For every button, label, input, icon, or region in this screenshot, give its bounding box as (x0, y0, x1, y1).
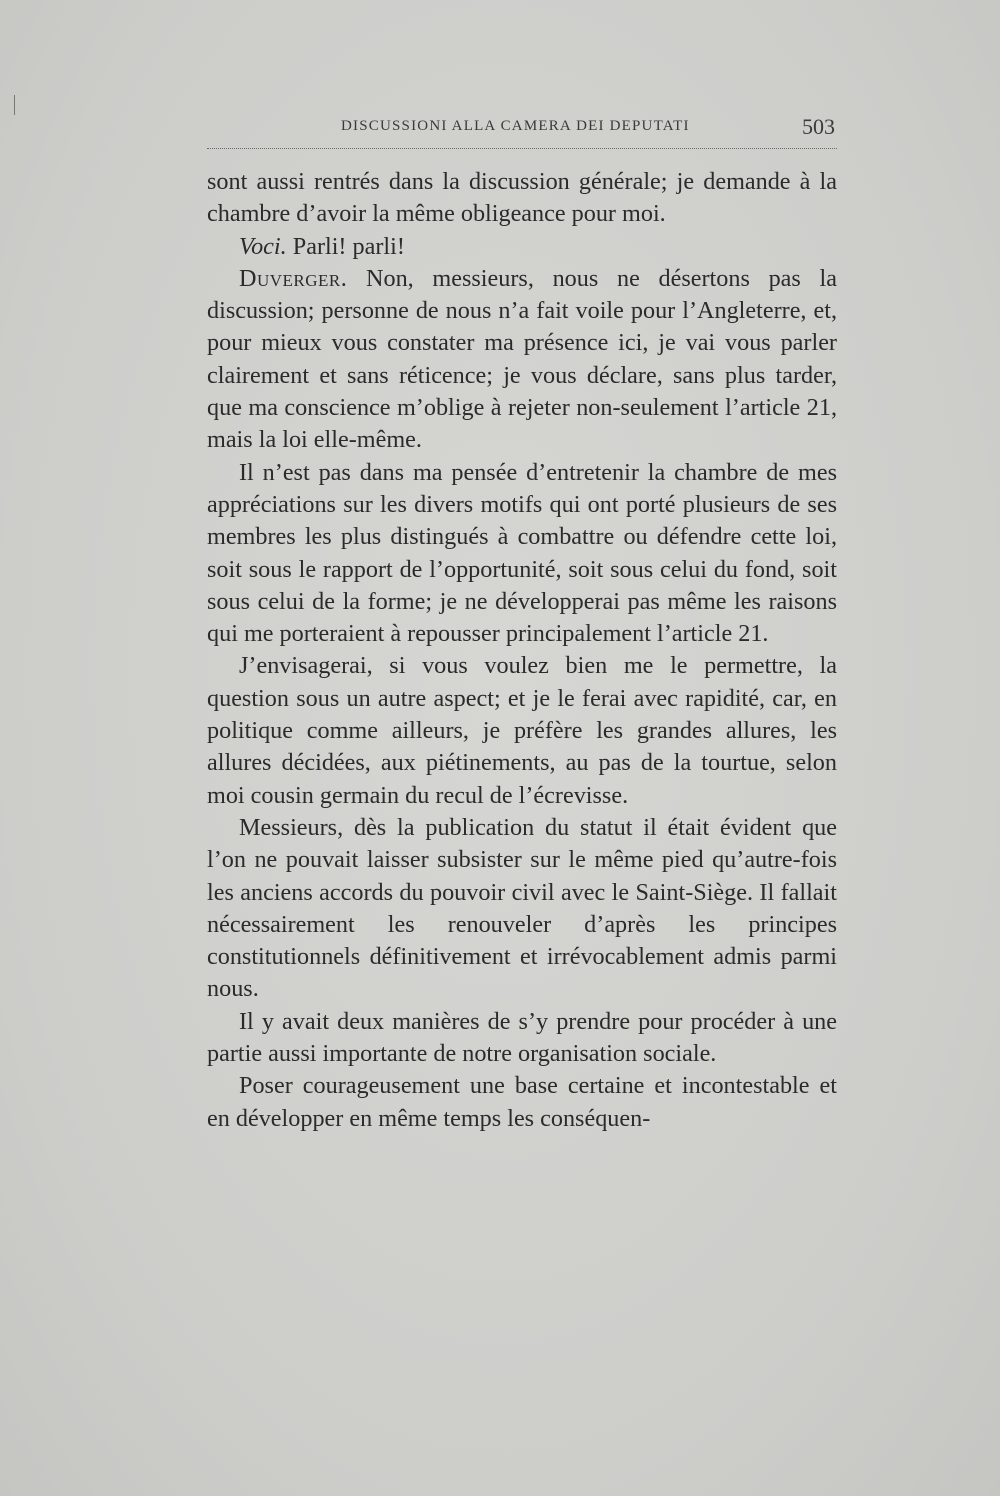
paragraph-5: J’envisagerai, si vous voulez bien me le permettre, la question sous un autre aspect; et je le ferai avec rapidité, car, en politique comme ailleurs, je préfère les grandes allures, les allures décidées, aux piétinements, au pas de la tourtue, selon moi cousin germain du recul de l’écrevisse. (207, 652, 837, 809)
body-text (207, 166, 837, 1135)
running-head: DISCUSSIONI ALLA CAMERA DEI DEPUTATI (341, 118, 690, 134)
page-number: 503 (802, 114, 835, 139)
paragraph-2-text: Parli! parli! (286, 232, 405, 260)
paragraph-1: sont aussi rentrés dans la discussion générale; je demande à la chambre d’avoir la même obligeance pour moi. (207, 168, 837, 228)
speaker-name: Duverger. (239, 264, 348, 292)
paragraph-8: Poser courageusement une base certaine et incontestable et en développer en même temps les conséquen- (207, 1072, 837, 1132)
page-header (207, 114, 837, 144)
paragraph-6: Messieurs, dès la publication du statut il était évident que l’on ne pouvait laisser subsister sur le même pied qu’autre-fois les anciens accords du pouvoir civil avec le Saint-Siège. Il fallait nécessairement les renouveler d’après les principes constitutionnels définitivement et irrévocablement admis parmi nous. (207, 813, 837, 1003)
paragraph-2 (207, 231, 837, 263)
margin-mark (14, 95, 15, 115)
paragraph-7: Il y avait deux manières de s’y prendre pour procéder à une partie aussi importante de notre organisation sociale. (207, 1007, 837, 1068)
header-rule (207, 148, 837, 149)
voci-label: Voci. (239, 232, 287, 260)
paragraph-4: Il n’est pas dans ma pensée d’entretenir la chambre de mes appréciations sur les divers motifs qui ont porté plusieurs de ses membres les plus distingués à combattre ou défendre cette loi, soit sous le rapport de l’opportunité, soit sous celui du fond, soit sous celui de la forme; je ne développerai pas même les raisons qui me porteraient à repousser principalement l’article 21. (207, 458, 837, 648)
paragraph-3 (207, 263, 837, 457)
paragraph-3-text: Non, messieurs, nous ne désertons pas la discussion; personne de nous n’a fait voile pour l’Angleterre, et, pour mieux vous constater ma présence ici, je vai vous parler clairement et sans réticence; je vous déclare, sans plus tarder, que ma conscience m’oblige à rejeter non-seulement l’article 21, mais la loi elle-même. (207, 264, 837, 454)
